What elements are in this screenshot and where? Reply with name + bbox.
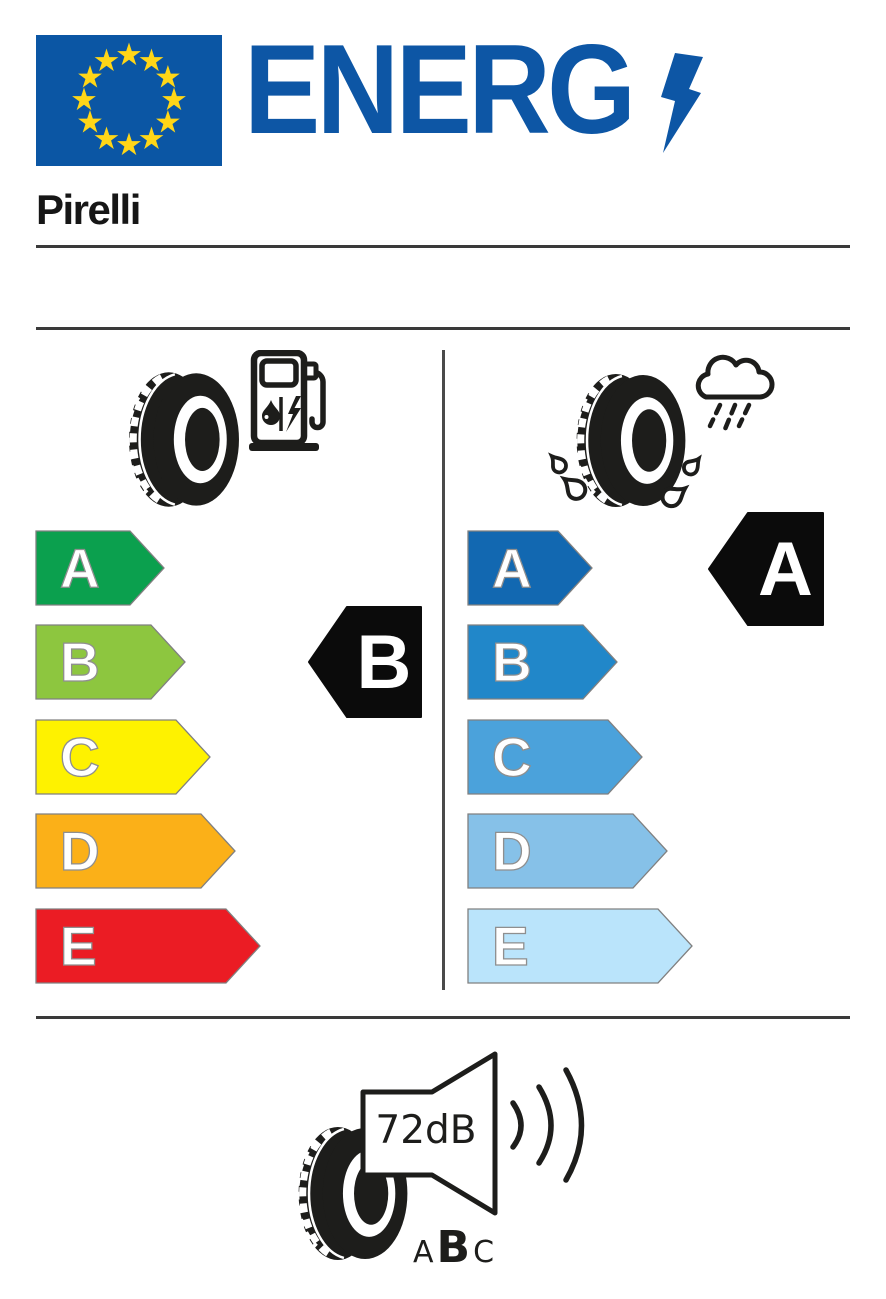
wet-grade-row-e [467, 908, 693, 984]
fuel-class-letter: B [356, 619, 412, 705]
grade-letter: D [60, 820, 100, 882]
column-divider [442, 350, 445, 990]
brand-name: Pirelli [36, 186, 140, 233]
water-splash-icon [536, 448, 730, 518]
grade-letter: E [492, 915, 529, 977]
energ-wordmark: ENERG [244, 18, 633, 160]
fuel-grade-row-d [35, 813, 236, 889]
sound-waves-icon [505, 1058, 597, 1194]
noise-class-c: C [473, 1235, 495, 1270]
wet-class-letter: A [758, 526, 813, 612]
noise-class-a: A [413, 1235, 434, 1270]
grade-letter: C [60, 726, 100, 788]
lightning-bolt-icon [653, 53, 705, 153]
wet-grade-row-c [467, 719, 643, 795]
wet-grade-row-d [467, 813, 668, 889]
noise-class-scale [413, 1222, 494, 1273]
eu-flag-icon [36, 35, 222, 166]
fuel-grade-row-a [35, 530, 165, 606]
noise-class-b-selected: B [436, 1222, 471, 1273]
fuel-pump-icon [249, 350, 327, 452]
fuel-grade-row-c [35, 719, 211, 795]
wet-grade-row-a [467, 530, 593, 606]
grade-letter: D [492, 820, 532, 882]
grade-letter: A [492, 537, 532, 599]
grade-letter: A [60, 537, 100, 599]
noise-level-value: 72dB [375, 1108, 477, 1153]
wet-grade-row-b [467, 624, 618, 700]
divider-bottom [36, 1016, 850, 1019]
fuel-class-indicator [308, 606, 422, 718]
grade-letter: E [60, 915, 97, 977]
fuel-grade-row-e [35, 908, 261, 984]
grade-letter: B [492, 631, 532, 693]
grade-letter: B [60, 631, 100, 693]
grade-letter: C [492, 726, 532, 788]
divider-top [36, 245, 850, 248]
wet-class-indicator [708, 512, 824, 626]
fuel-grade-row-b [35, 624, 186, 700]
rain-cloud-icon [684, 350, 780, 440]
divider-middle [36, 327, 850, 330]
tire-icon [128, 371, 240, 509]
